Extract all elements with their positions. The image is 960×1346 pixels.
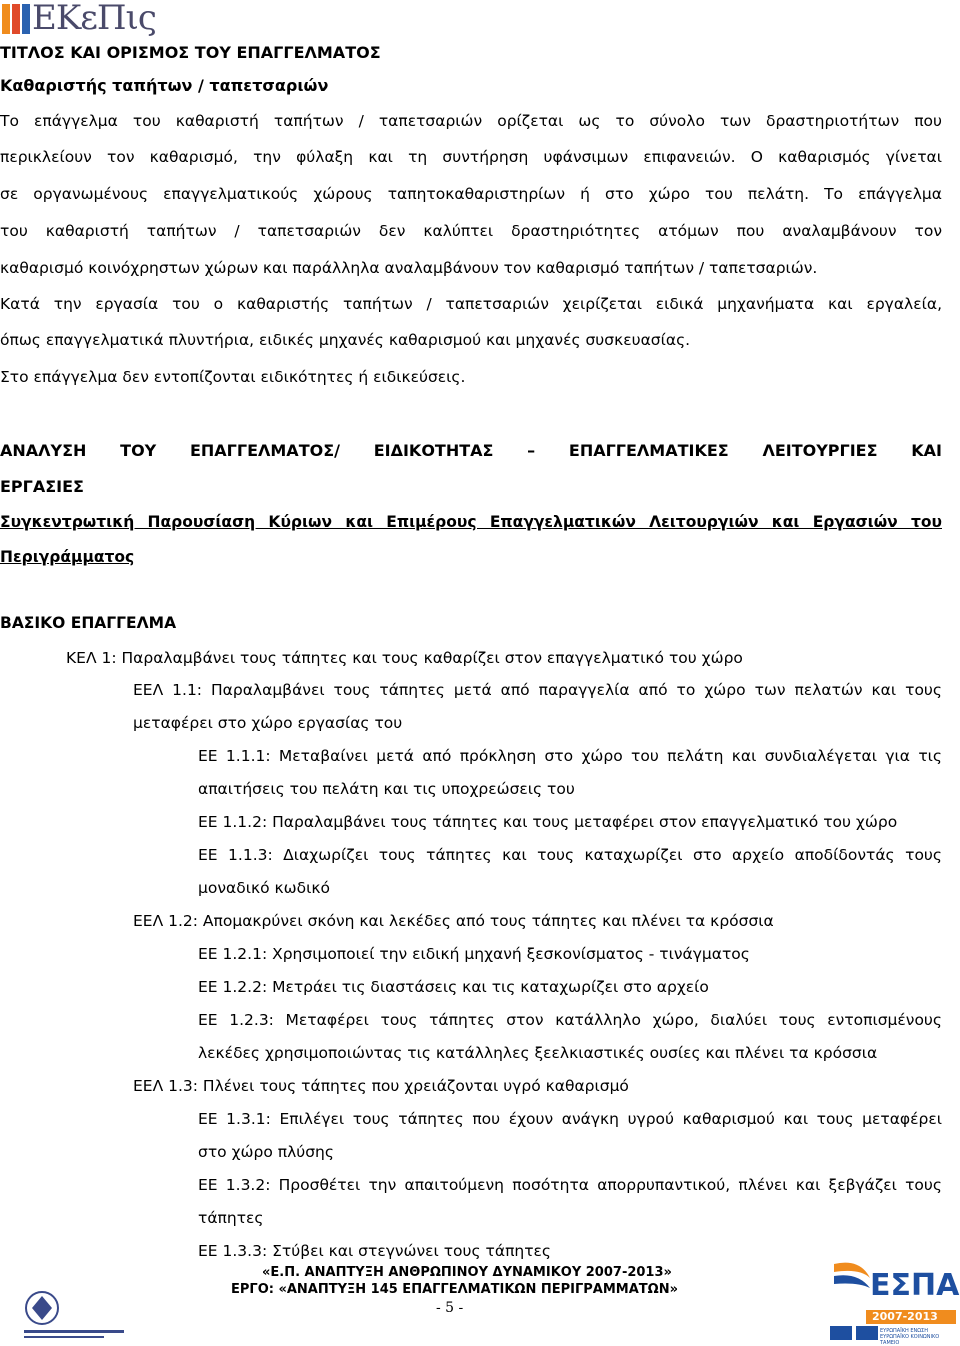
eel-item: ΕΕΛ 1.2: Απομακρύνει σκόνη και λεκέδες από τους τάπητες και πλένει τα κρόσσια	[133, 912, 774, 930]
ee-item-cont: στο χώρο πλύσης	[198, 1143, 334, 1161]
espa-text: ΕΣΠΑ	[870, 1268, 960, 1303]
ee-item: ΕΕ 1.1.3: Διαχωρίζει τους τάπητες και τους καταχωρίζει στο αρχείο αποδίδοντάς τους	[198, 846, 942, 864]
paragraph-line: όπως επαγγελματικά πλυντήρια, ειδικές μηχανές καθαρισμού και μηχανές συσκευασίας.	[0, 331, 691, 349]
basic-occupation-title: ΒΑΣΙΚΟ ΕΠΑΓΓΕΛΜΑ	[0, 614, 177, 632]
ee-item: ΕΕ 1.2.3: Μεταφέρει τους τάπητες στον κατάλληλο χώρο, διαλύει τους εντοπισμένους	[198, 1011, 942, 1029]
logo-emblem-icon	[0, 0, 36, 38]
paragraph-line: σε οργανωμένους επαγγελματικούς χώρους ταπητοκαθαριστηρίων ή στο χώρο του πελάτη. Το επάγγελμα	[0, 185, 942, 203]
paragraph-line: Κατά την εργασία του ο καθαριστής ταπήτων / ταπετσαριών χειρίζεται ειδικά μηχανήματα και εργαλεία,	[0, 295, 942, 313]
ee-item: ΕΕ 1.1.2: Παραλαμβάνει τους τάπητες και τους μεταφέρει στον επαγγελματικό του χώρο	[198, 813, 898, 831]
eel-item-cont: μεταφέρει στο χώρο εργασίας του	[133, 714, 403, 732]
footer-program: «Ε.Π. ΑΝΑΠΤΥΞΗ ΑΝΘΡΩΠΙΝΟΥ ΔΥΝΑΜΙΚΟΥ 2007-2013»	[262, 1265, 672, 1280]
ministry-emblem-icon	[20, 1280, 130, 1342]
footer-project: ΕΡΓΟ: «ΑΝΑΠΤΥΞΗ 145 ΕΠΑΓΓΕΛΜΑΤΙΚΩΝ ΠΕΡΙΓΡΑΜΜΑΤΩΝ»	[231, 1282, 679, 1297]
ee-item: ΕΕ 1.2.2: Μετράει τις διαστάσεις και τις καταχωρίζει στο αρχείο	[198, 978, 709, 996]
espa-logo	[830, 1258, 960, 1346]
ee-item-cont: απαιτήσεις του πελάτη και τις υποχρεώσεις του	[198, 780, 575, 798]
analysis-title: ΑΝΑΛΥΣΗ ΤΟΥ ΕΠΑΓΓΕΛΜΑΤΟΣ/ ΕΙΔΙΚΟΤΗΤΑΣ – ΕΠΑΓΓΕΛΜΑΤΙΚΕΣ ΛΕΙΤΟΥΡΓΙΕΣ ΚΑΙ	[0, 441, 942, 460]
ekepis-logo	[0, 0, 160, 38]
summary-heading-cont: Περιγράμματος	[0, 548, 135, 566]
eel-item: ΕΕΛ 1.1: Παραλαμβάνει τους τάπητες μετά από παραγγελία από το χώρο των πελατών και τους	[133, 681, 942, 699]
ee-item: ΕΕ 1.1.1: Μεταβαίνει μετά από πρόκληση στο χώρο του πελάτη και συνδιαλέγεται για τις	[198, 747, 942, 765]
ee-item-cont: λεκέδες χρησιμοποιώντας τις κατάλληλες ξεελκιαστικές ουσίες και πλένει τα κρόσσια	[198, 1044, 878, 1062]
kel-item: ΚΕΛ 1: Παραλαμβάνει τους τάπητες και τους καθαρίζει στον επαγγελματικό του χώρο	[66, 649, 743, 667]
espa-years: 2007-2013	[872, 1310, 938, 1323]
paragraph-line: καθαρισμό κοινόχρηστων χώρων και παράλληλα αναλαμβάνουν τον καθαρισμό ταπήτων / ταπετσαριών.	[0, 259, 818, 277]
occupation-name: Καθαριστής ταπήτων / ταπετσαριών	[0, 76, 329, 95]
ee-item-cont: τάπητες	[198, 1209, 264, 1227]
eel-item: ΕΕΛ 1.3: Πλένει τους τάπητες που χρειάζονται υγρό καθαρισμό	[133, 1077, 629, 1095]
analysis-title-cont: ΕΡΓΑΣΙΕΣ	[0, 477, 84, 496]
ee-item: ΕΕ 1.2.1: Χρησιμοποιεί την ειδική μηχανή ξεσκονίσματος - τινάγματος	[198, 945, 750, 963]
ee-item: ΕΕ 1.3.1: Επιλέγει τους τάπητες που έχουν ανάγκη υγρού καθαρισμού και τους μεταφέρει	[198, 1110, 942, 1128]
paragraph-line: Το επάγγελμα του καθαριστή ταπήτων / ταπετσαριών ορίζεται ως το σύνολο των δραστηριοτήτων που	[0, 112, 942, 130]
ee-item: ΕΕ 1.3.2: Προσθέτει την απαιτούμενη ποσότητα απορρυπαντικού, πλένει και ξεβγάζει τους	[198, 1176, 942, 1194]
page-number: - 5 -	[436, 1300, 464, 1316]
section-title: ΤΙΤΛΟΣ ΚΑΙ ΟΡΙΣΜΟΣ ΤΟΥ ΕΠΑΓΓΕΛΜΑΤΟΣ	[0, 43, 381, 62]
espa-caption: ΕΥΡΩΠΑΪΚΗ ΕΝΩΣΗ ΕΥΡΩΠΑΪΚΟ ΚΟΙΝΩΝΙΚΟ ΤΑΜΕΙΟ	[880, 1328, 940, 1346]
paragraph-line: περικλείουν τον καθαρισμό, την φύλαξη και τη συντήρηση υφάνσιμων επιφανειών. Ο καθαρισμός γίνεται	[0, 148, 942, 166]
ee-item-cont: μοναδικό κωδικό	[198, 879, 330, 897]
summary-heading: Συγκεντρωτική Παρουσίαση Κύριων και Επιμέρους Επαγγελματικών Λειτουργιών και Εργασιών του	[0, 513, 942, 531]
logo-text: ΕΚεΠις	[32, 0, 156, 38]
paragraph-line: Στο επάγγελμα δεν εντοπίζονται ειδικότητες ή ειδικεύσεις.	[0, 368, 466, 386]
ee-item: ΕΕ 1.3.3: Στύβει και στεγνώνει τους τάπητες	[198, 1242, 552, 1260]
paragraph-line: του καθαριστή ταπήτων / ταπετσαριών δεν καλύπτει δραστηριότητες ατόμων που αναλαμβάνουν τον	[0, 222, 942, 240]
